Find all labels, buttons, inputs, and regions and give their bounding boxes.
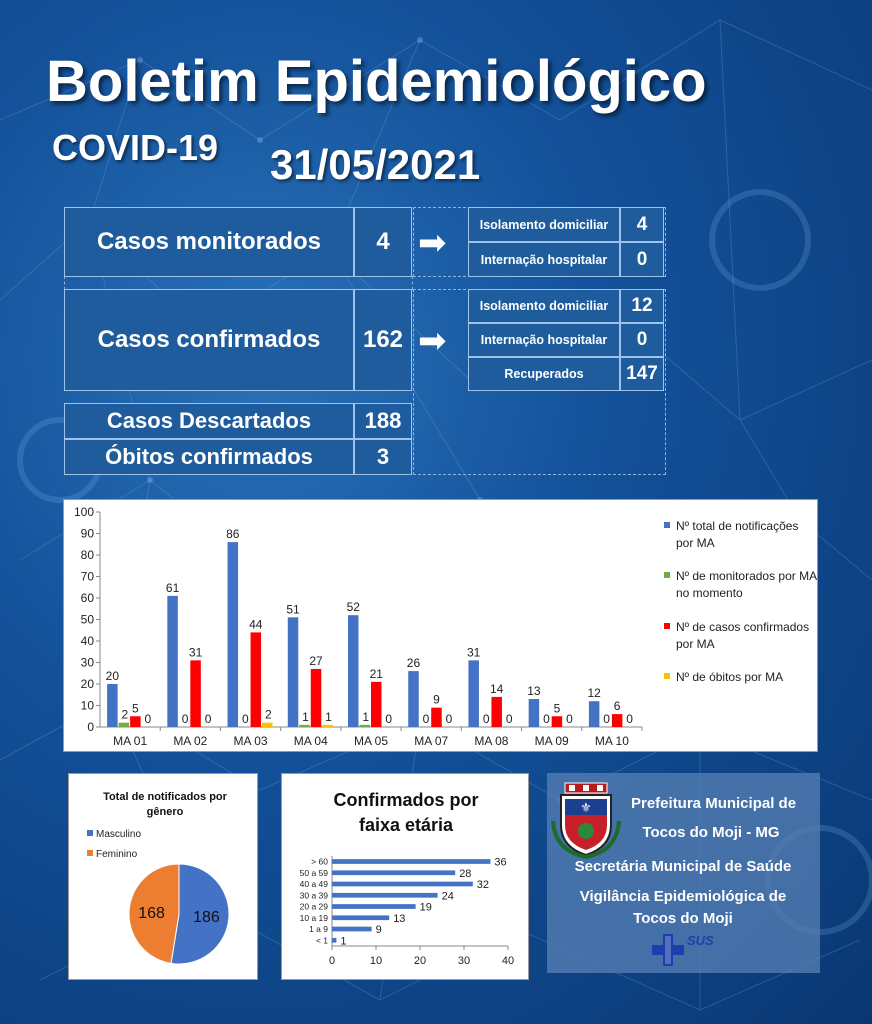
data-label: 0 xyxy=(482,712,490,726)
data-label: 0 xyxy=(204,712,212,726)
legend-label: Nº total de notificações por MA xyxy=(676,519,799,550)
data-label: 0 xyxy=(181,712,189,726)
data-label: 21 xyxy=(369,666,383,681)
y-tick-label: 40 xyxy=(80,634,94,648)
monitorados-internacao-label: Internação hospitalar xyxy=(468,242,620,277)
x-tick-label: MA 01 xyxy=(113,734,148,748)
data-label: 12 xyxy=(587,686,601,701)
age-category-label: 30 a 39 xyxy=(299,890,328,901)
legend-label: Nº de casos confirmados por MA xyxy=(676,620,810,651)
monitorados-isolamento-label: Isolamento domiciliar xyxy=(468,207,620,242)
right-arrow-icon: ➡ xyxy=(418,224,447,262)
confirmados-isolamento-value: 12 xyxy=(620,289,664,323)
age-value-label: 24 xyxy=(441,890,454,903)
x-tick-label: 0 xyxy=(328,955,336,967)
monitorados-isolamento-value: 4 xyxy=(620,207,664,242)
bar-3 xyxy=(371,682,382,727)
data-label: 0 xyxy=(626,712,633,726)
x-tick-label: MA 04 xyxy=(293,734,328,748)
y-tick-label: 80 xyxy=(80,548,94,562)
age-bar xyxy=(332,870,455,875)
data-label: 0 xyxy=(505,712,513,726)
data-label: 0 xyxy=(566,712,573,726)
data-label: 1 xyxy=(362,709,370,724)
data-label: 0 xyxy=(144,712,152,726)
bar-4 xyxy=(262,723,273,727)
obitos-label: Óbitos confirmados xyxy=(64,439,354,475)
y-tick-label: 90 xyxy=(80,526,94,541)
sus-cross-icon xyxy=(651,933,685,967)
age-category-label: 40 a 49 xyxy=(299,879,328,890)
x-tick-label: 30 xyxy=(457,955,471,967)
y-tick-label: 20 xyxy=(80,677,94,691)
data-label: 44 xyxy=(249,617,263,632)
y-tick-label: 50 xyxy=(80,612,94,627)
age-category-label: 1 a 9 xyxy=(309,924,328,935)
notificacoes-bar-chart xyxy=(64,500,817,751)
monitorados-label: Casos monitorados xyxy=(64,207,354,277)
descartados-value: 188 xyxy=(354,403,412,439)
x-tick-label: MA 02 xyxy=(173,734,208,748)
data-label: 0 xyxy=(445,712,453,726)
faixa-etaria-chart-panel xyxy=(281,773,529,980)
secretaria-label: Secretária Municipal de Saúde xyxy=(574,858,792,875)
bulletin-title: Boletim Epidemiológico xyxy=(46,49,707,114)
descartados-label: Casos Descartados xyxy=(64,403,354,439)
bar-4 xyxy=(322,725,333,727)
genero-chart-panel xyxy=(68,773,258,980)
x-tick-label: MA 09 xyxy=(534,734,569,748)
age-category-label: 50 a 59 xyxy=(299,867,328,878)
y-tick-label: 10 xyxy=(80,698,94,713)
age-bar xyxy=(332,859,490,864)
bar-1 xyxy=(529,699,540,727)
data-label: 86 xyxy=(226,527,240,542)
monitorados-value: 4 xyxy=(354,207,412,277)
monitorados-internacao-value: 0 xyxy=(620,242,664,277)
bar-3 xyxy=(491,697,502,727)
recuperados-label: Recuperados xyxy=(468,357,620,391)
bar-3 xyxy=(552,716,563,727)
age-value-label: 32 xyxy=(476,879,490,892)
pie-legend-swatch xyxy=(87,850,93,856)
data-label: 31 xyxy=(188,645,203,660)
age-value-label: 36 xyxy=(494,856,507,869)
pie-legend-label: Feminino xyxy=(96,849,138,860)
legend-label: Nº de monitorados por MA no momento xyxy=(676,569,817,600)
data-label: 1 xyxy=(302,709,309,724)
y-tick-label: 60 xyxy=(80,591,94,605)
right-arrow-icon: ➡ xyxy=(418,322,447,360)
age-value-label: 9 xyxy=(375,924,382,937)
age-bar xyxy=(332,927,372,932)
age-value-label: 13 xyxy=(393,912,406,925)
pie-title: Total de notificados por gênero xyxy=(103,791,227,818)
row-separator xyxy=(64,276,413,290)
data-label: 2 xyxy=(264,707,272,722)
data-label: 0 xyxy=(385,712,393,726)
confirmados-internacao-label: Internação hospitalar xyxy=(468,323,620,357)
y-tick-label: 0 xyxy=(87,720,94,734)
vigilancia-location-label: Tocos do Moji xyxy=(633,910,733,927)
age-category-label: > 60 xyxy=(311,856,328,867)
pie-value-label: 186 xyxy=(193,909,220,927)
obitos-value: 3 xyxy=(354,439,412,475)
legend-swatch xyxy=(664,673,670,679)
bar-1 xyxy=(228,542,239,727)
faixa-etaria-bar-chart xyxy=(282,774,528,979)
data-label: 14 xyxy=(490,681,504,696)
legend-label: Nº de óbitos por MA xyxy=(676,670,784,684)
data-label: 0 xyxy=(241,712,249,726)
prefeitura-label: Prefeitura Municipal de xyxy=(631,795,797,812)
bar-3 xyxy=(130,716,141,727)
recuperados-value: 147 xyxy=(620,357,664,391)
age-bar xyxy=(332,893,438,898)
age-category-label: 20 a 29 xyxy=(299,901,328,912)
x-tick-label: MA 08 xyxy=(474,734,509,748)
municipal-coat-of-arms-icon xyxy=(551,781,621,859)
bar-3 xyxy=(612,714,623,727)
data-label: 52 xyxy=(346,600,360,615)
bar-2 xyxy=(299,725,310,727)
data-label: 0 xyxy=(543,712,550,726)
sus-logo-text: SUS xyxy=(687,933,714,948)
municipio-label: Tocos do Moji - MG xyxy=(642,824,780,841)
data-label: 5 xyxy=(132,701,139,716)
legend-swatch xyxy=(664,572,670,578)
age-value-label: 28 xyxy=(459,867,472,880)
y-tick-label: 30 xyxy=(80,655,94,670)
genero-pie-chart xyxy=(69,774,257,979)
bulletin-date: 31/05/2021 xyxy=(270,141,481,188)
data-label: 26 xyxy=(406,656,421,671)
y-tick-label: 100 xyxy=(73,505,94,519)
age-chart-title: Confirmados por faixa etária xyxy=(333,790,479,835)
confirmados-internacao-value: 0 xyxy=(620,323,664,357)
bar-1 xyxy=(107,684,118,727)
age-bar xyxy=(332,904,416,909)
age-bar xyxy=(332,882,473,887)
bar-1 xyxy=(589,701,600,727)
institution-panel xyxy=(547,773,820,973)
pie-legend-label: Masculino xyxy=(96,829,142,840)
svg-text:⚜: ⚜ xyxy=(580,801,592,816)
bar-3 xyxy=(251,632,261,727)
bar-2 xyxy=(360,725,371,727)
bar-1 xyxy=(288,617,299,727)
x-tick-label: 40 xyxy=(501,955,515,967)
pie-value-label: 168 xyxy=(138,904,165,922)
bar-2 xyxy=(119,723,130,727)
data-label: 13 xyxy=(527,684,541,699)
x-tick-label: MA 10 xyxy=(594,734,629,748)
data-label: 27 xyxy=(309,653,323,668)
data-label: 9 xyxy=(433,692,440,707)
data-label: 61 xyxy=(165,580,180,595)
age-bar xyxy=(332,915,389,920)
bar-3 xyxy=(431,708,442,727)
x-tick-label: MA 03 xyxy=(233,734,268,748)
age-category-label: 10 a 19 xyxy=(299,912,328,923)
disease-label: COVID-19 xyxy=(52,127,219,168)
notificacoes-chart-panel xyxy=(63,499,818,752)
bar-1 xyxy=(408,671,419,727)
bar-1 xyxy=(167,596,178,727)
legend-swatch xyxy=(664,623,670,629)
bar-1 xyxy=(468,660,479,727)
confirmados-isolamento-label: Isolamento domiciliar xyxy=(468,289,620,323)
age-value-label: 19 xyxy=(419,901,432,914)
data-label: 6 xyxy=(613,699,621,714)
data-label: 31 xyxy=(467,645,481,660)
bar-3 xyxy=(190,660,201,727)
data-label: 0 xyxy=(603,712,610,726)
data-label: 2 xyxy=(121,707,129,722)
data-label: 20 xyxy=(105,669,120,683)
pie-legend-swatch xyxy=(87,830,93,836)
bar-3 xyxy=(311,669,322,727)
confirmados-label: Casos confirmados xyxy=(64,289,354,391)
legend-swatch xyxy=(664,522,670,528)
x-tick-label: MA 07 xyxy=(414,734,449,748)
age-bar xyxy=(332,938,336,943)
vigilancia-label: Vigilância Epidemiológica de xyxy=(579,888,787,905)
bar-1 xyxy=(348,615,359,727)
x-tick-label: MA 05 xyxy=(353,734,389,748)
age-value-label: 1 xyxy=(340,935,347,948)
data-label: 0 xyxy=(422,712,430,726)
x-tick-label: 10 xyxy=(369,955,383,967)
confirmados-value: 162 xyxy=(354,289,412,391)
x-tick-label: 20 xyxy=(413,955,427,967)
data-label: 51 xyxy=(286,602,300,617)
y-tick-label: 70 xyxy=(80,569,94,584)
age-category-label: < 1 xyxy=(315,935,328,946)
data-label: 5 xyxy=(553,701,561,716)
data-label: 1 xyxy=(325,709,332,724)
